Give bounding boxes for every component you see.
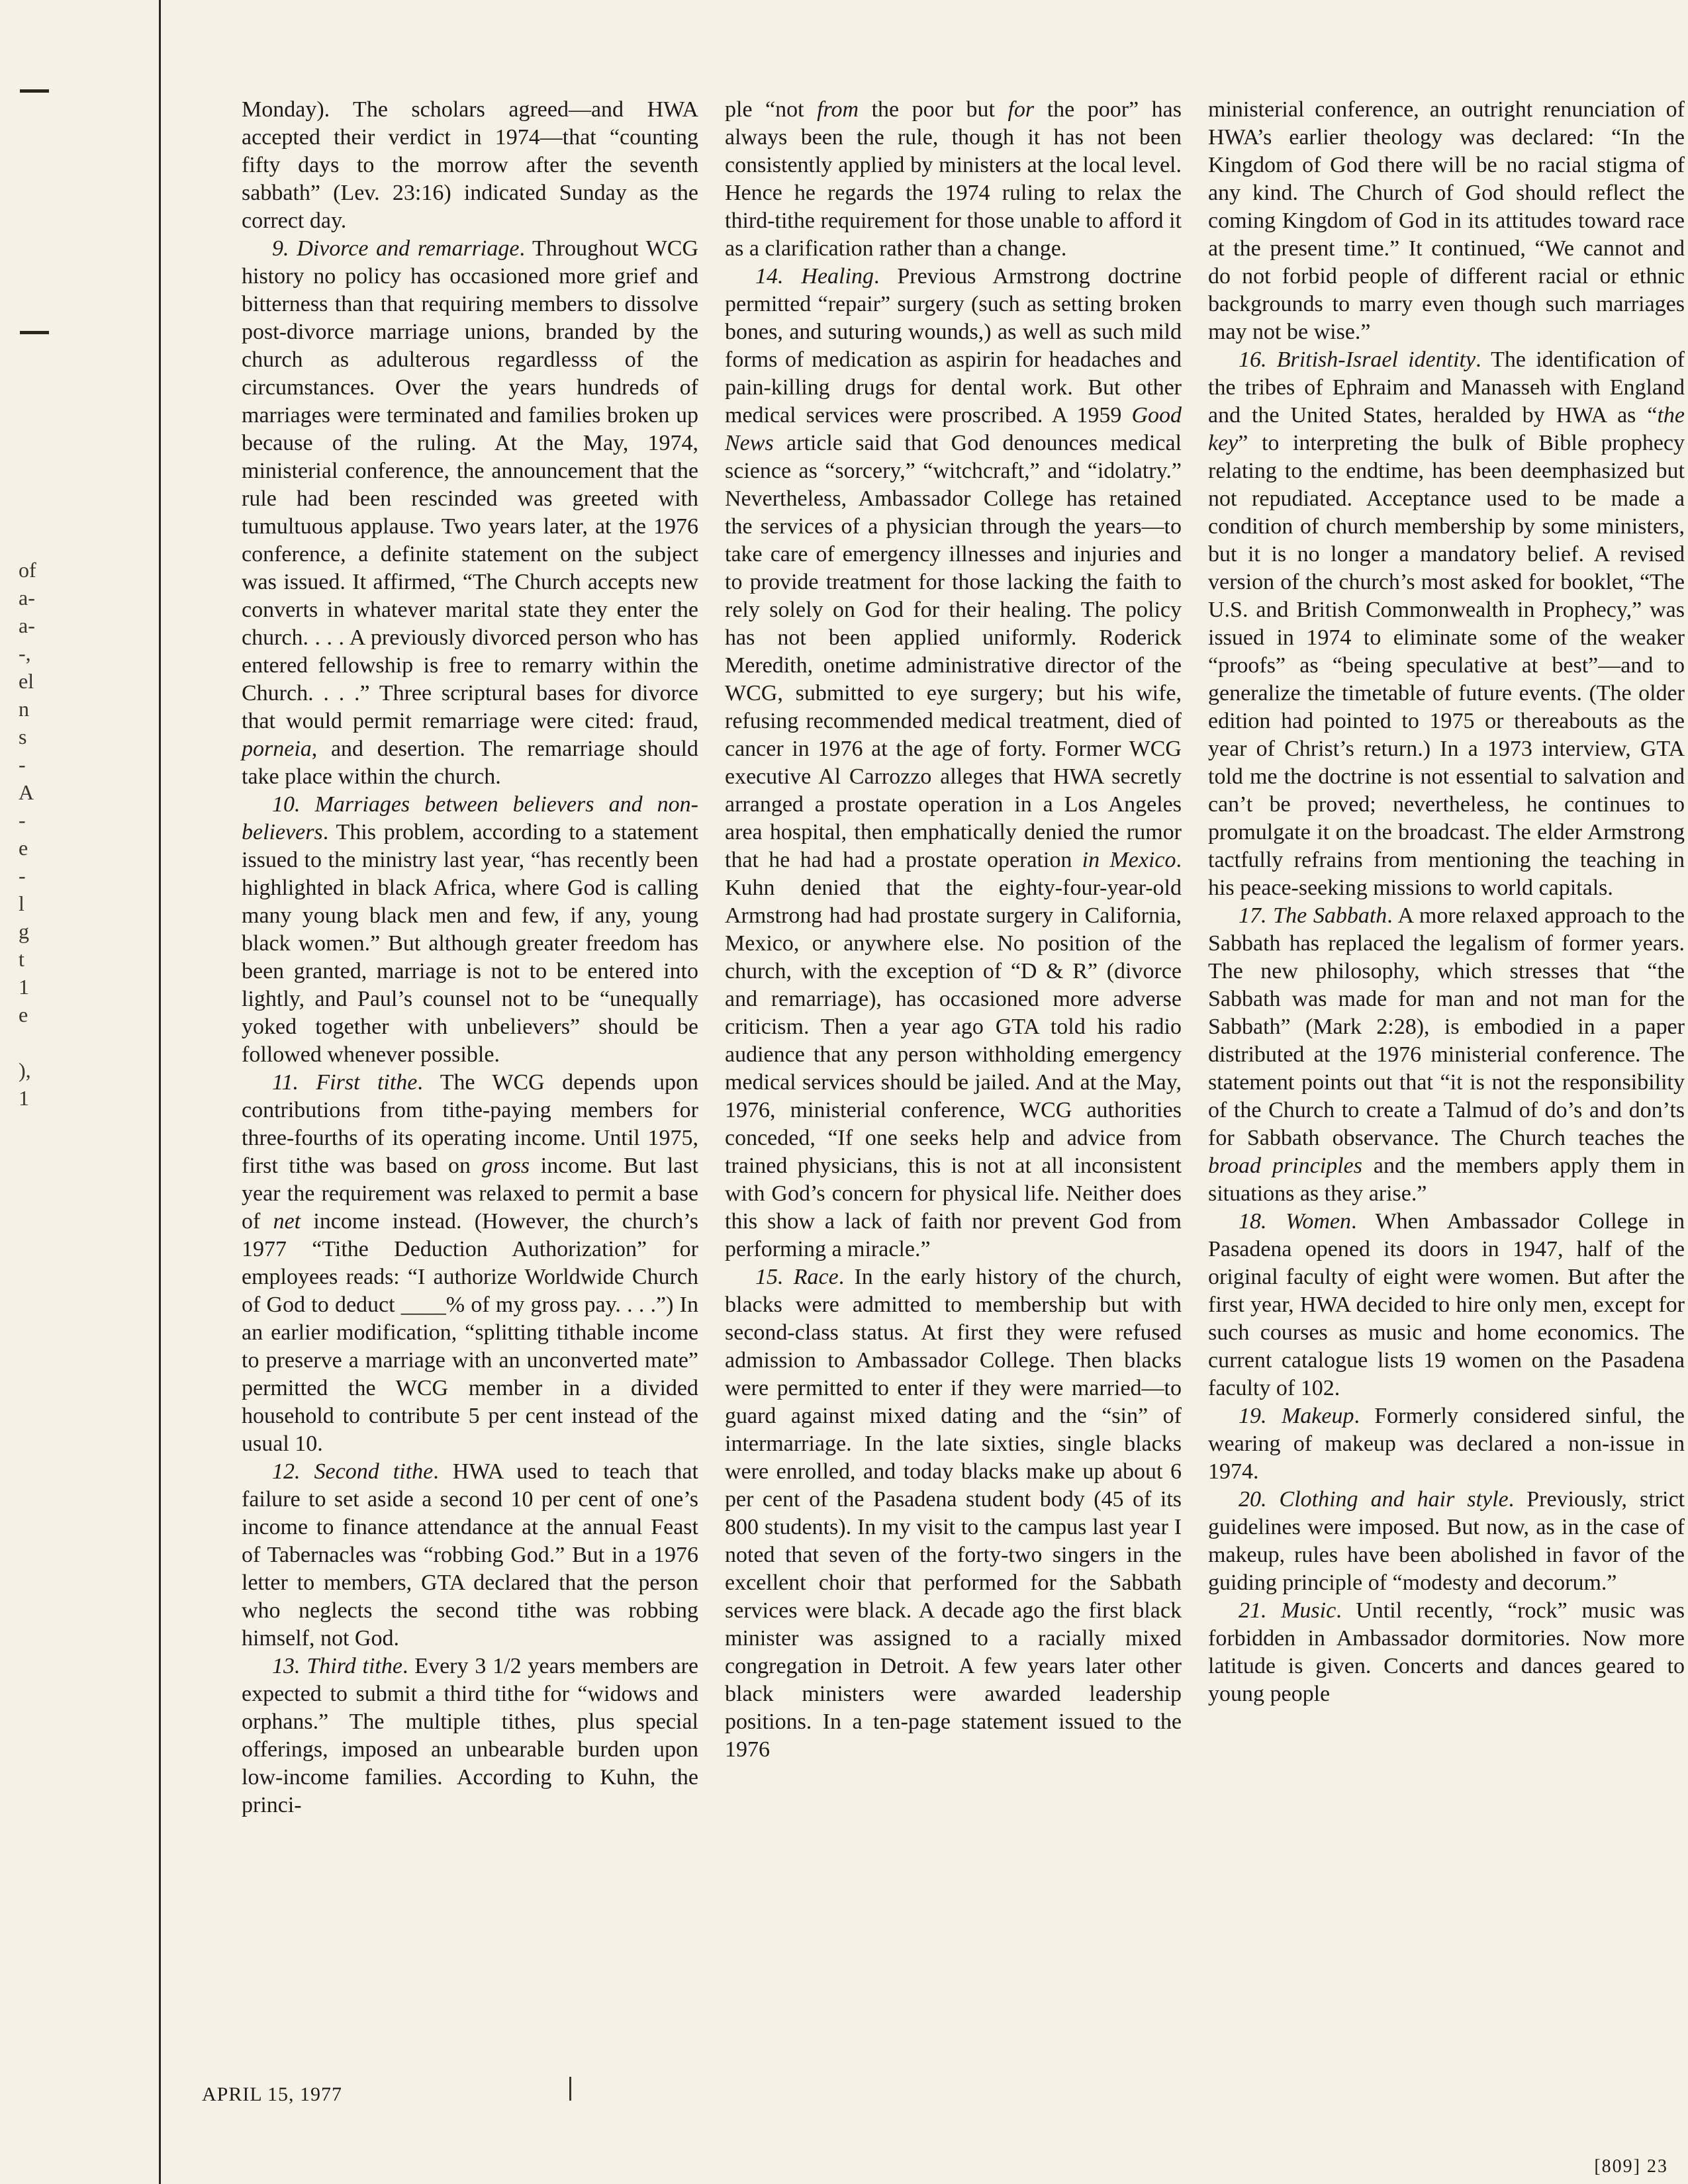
page-folio: [809] 23 [1594,2156,1668,2177]
gutter-fragment: -, [19,641,31,665]
gutter-mark-top [20,89,49,93]
gutter-fragment: a- [19,586,35,610]
gutter-fragment [19,1028,38,1056]
gutter-fragment: s [19,725,27,749]
gutter-fragment: e [19,1003,28,1026]
gutter-fragment: ), [19,1058,31,1082]
paragraph: ministerial conference, an outright renunciation of HWA’s earlier theology was declared: “In the Kingdom of God there will be no racial stigma of any kind. The Church of God should reflect the coming Kingdom of God in its attitudes toward race at the present time.” It continued, “We cannot and do not forbid people of different racial or ethnic backgrounds to marry even though such marriages may not be wise.” [1208,97,1685,344]
gutter-mark-mid [20,331,49,334]
gutter-rule [159,0,161,2184]
paragraph: 10. Marriages between believers and non-believers. This problem, according to a statement issued to the ministry last year, “has recently been highlighted in black Africa, where God is calling many young black men and few, if any, young black women.” But although greater freedom has been granted, marriage is not to be entered into lightly, and Paul’s counsel not to be “unequally yoked together with unbelievers” should be followed whenever possible. [242,792,698,1067]
paragraph: 16. British-Israel identity. The identification of the tribes of Ephraim and Manasseh with England and the United States, heralded by HWA as “the key” to interpreting the bulk of Bible prophecy relating to the endtime, has been deemphasized but not repudiated. Acceptance used to be made a condition of church membership by some ministers, but it is no longer a mandatory belief. A revised version of the church’s most asked for booklet, “The U.S. and British Commonwealth in Prophecy,” was issued in 1974 to eliminate some of the weaker “proofs” as “being speculative at best”—and to generalize the timetable of future events. (The older edition had pointed to 1975 or thereabouts as the year of Christ’s return.) In a 1973 interview, GTA told me the doctrine is not essential to salvation and can’t be proved; nevertheless, he continues to promulgate it on the broadcast. The elder Armstrong tactfully refrains from mentioning the teaching in his peace-seeking missions to world capitals. [1208,347,1685,900]
gutter-fragment: t [19,947,24,971]
gutter-fragment: a- [19,614,35,637]
gutter-fragment: g [19,919,29,943]
gutter-fragment: - [19,752,26,776]
column-1 [242,96,698,1819]
column-2 [725,96,1182,1764]
gutter-fragment: 1 [19,1086,29,1110]
gutter-fragment: el [19,669,34,693]
paragraph: Monday). The scholars agreed—and HWA accepted their verdict in 1974—that “counting fifty days to the morrow after the seventh sabbath” (Lev. 23:16) indicated Sunday as the correct day. [242,97,698,233]
paragraph: 19. Makeup. Formerly considered sinful, the wearing of makeup was declared a non-issue in 1974. [1208,1404,1685,1484]
paragraph: 17. The Sabbath. A more relaxed approach to the Sabbath has replaced the legalism of former years. The new philosophy, which stresses that “the Sabbath was made for man and not man for the Sabbath” (Mark 2:28), is embodied in a paper distributed at the 1976 ministerial conference. The statement points out that “it is not the responsibility of the Church to create a Talmud of do’s and don’ts for Sabbath observance. The Church teaches the broad principles and the members apply them in situations as they arise.” [1208,903,1685,1206]
gutter-fragment: A [19,780,34,804]
gutter-fragment: of [19,558,36,582]
adjacent-page-fragments [19,556,38,1112]
gutter-fragment: - [19,864,26,887]
column-3 [1208,96,1685,1708]
paragraph: 14. Healing. Previous Armstrong doctrine permitted “repair” surgery (such as setting broken bones, and suturing wounds,) as well as such mild forms of medication as aspirin for headaches and pain-killing drugs for dental work. But other medical services were proscribed. A 1959 Good News article said that God denounces medical science as “sorcery,” “witchcraft,” and “idolatry.” Nevertheless, Ambassador College has retained the services of a physician through the years—to take care of emergency illnesses and injuries and to provide treatment for those lacking the faith to rely solely on God for their healing. The policy has not been applied uniformly. Roderick Meredith, onetime administrative director of the WCG, submitted to eye surgery; but his wife, refusing recommended medical treatment, died of cancer in 1976 at the age of forty. Former WCG executive Al Carrozzo alleges that HWA secretly arranged a prostate operation in a Los Angeles area hospital, then emphatically denied the rumor that he had had a prostate operation in Mexico. Kuhn denied that the eighty-four-year-old Armstrong had had prostate surgery in California, Mexico, or anywhere else. No position of the church, with the exception of “D & R” (divorce and remarriage), has occasioned more adverse criticism. Then a year ago GTA told his radio audience that any person withholding emergency medical services should be jailed. And at the May, 1976, ministerial conference, WCG authorities conceded, “If one seeks help and advice from trained physicians, this is not at all inconsistent with God’s concern for physical life. Neither does this show a lack of faith nor prevent God from performing a miracle.” [725,264,1182,1261]
footer-date: APRIL 15, 1977 [202,2083,343,2105]
paragraph: 18. Women. When Ambassador College in Pasadena opened its doors in 1947, half of the original faculty of eight were women. But after the first year, HWA decided to hire only men, except for such courses as music and home economics. The current catalogue lists 19 women on the Pasadena faculty of 102. [1208,1209,1685,1400]
gutter-fragment: l [19,891,24,915]
paragraph: ple “not from the poor but for the poor” has always been the rule, though it has not been consistently applied by ministers at the local level. Hence he regards the 1974 ruling to relax the third-tithe requirement for those unable to afford it as a clarification rather than a change. [725,97,1182,261]
gutter-fragment: - [19,808,26,832]
paragraph: 9. Divorce and remarriage. Throughout WCG history no policy has occasioned more grief and bitterness than that requiring members to dissolve post-divorce marriage unions, branded by the church as adulterous regardlesss of the circumstances. Over the years hundreds of marriages were terminated and families broken up because of the ruling. At the May, 1974, ministerial conference, the announcement that the rule had been rescinded was greeted with tumultuous applause. Two years later, at the 1976 conference, a definite statement on the subject was issued. It affirmed, “The Church accepts new converts in whatever marital state they enter the church. . . . A previously divorced person who has entered fellowship is free to remarry within the Church. . . .” Three scriptural bases for divorce that would permit remarriage were cited: fraud, porneia, and desertion. The remarriage should take place within the church. [242,236,698,789]
gutter-fragment: e [19,836,28,860]
paragraph: 13. Third tithe. Every 3 1/2 years members are expected to submit a third tithe for “widows and orphans.” The multiple tithes, plus special offerings, imposed an unbearable burden upon low-income families. According to Kuhn, the princi- [242,1654,698,1817]
paragraph: 15. Race. In the early history of the church, blacks were admitted to membership but with second-class status. At first they were refused admission to Ambassador College. Then blacks were permitted to enter if they were married—to guard against mixed dating and the “sin” of intermarriage. In the late sixties, single blacks were enrolled, and today blacks make up about 6 per cent of the Pasadena student body (45 of its 800 students). In my visit to the campus last year I noted that seven of the forty-two singers in the excellent choir that performed for the Sabbath services were black. A decade ago the first black minister was assigned to a racially mixed congregation in Detroit. A few years later other black ministers were awarded leadership positions. In a ten-page statement issued to the 1976 [725,1265,1182,1762]
paragraph: 21. Music. Until recently, “rock” music was forbidden in Ambassador dormitories. Now more latitude is given. Concerts and dances geared to young people [1208,1598,1685,1706]
paragraph: 20. Clothing and hair style. Previously, strict guidelines were imposed. But now, as in the case of makeup, rules have been abolished in favor of the guiding principle of “modesty and decorum.” [1208,1487,1685,1595]
gutter-fragment: n [19,697,29,721]
paragraph: 11. First tithe. The WCG depends upon contributions from tithe-paying members for three-fourths of its operating income. Until 1975, first tithe was based on gross income. But last year the requirement was relaxed to permit a base of net income instead. (However, the church’s 1977 “Tithe Deduction Authorization” for employees reads: “I authorize Worldwide Church of God to deduct ____% of my gross pay. . . .”) In an earlier modification, “splitting tithable income to preserve a marriage with an unconverted mate” permitted the WCG member in a divided household to contribute 5 per cent instead of the usual 10. [242,1070,699,1456]
gutter-fragment: 1 [19,975,29,999]
stray-mark [569,2077,571,2101]
paragraph: 12. Second tithe. HWA used to teach that failure to set aside a second 10 per cent of one’s income to finance attendance at the annual Feast of Tabernacles was “robbing God.” But in a 1976 letter to members, GTA declared that the person who neglects the second tithe was robbing himself, not God. [242,1459,698,1651]
